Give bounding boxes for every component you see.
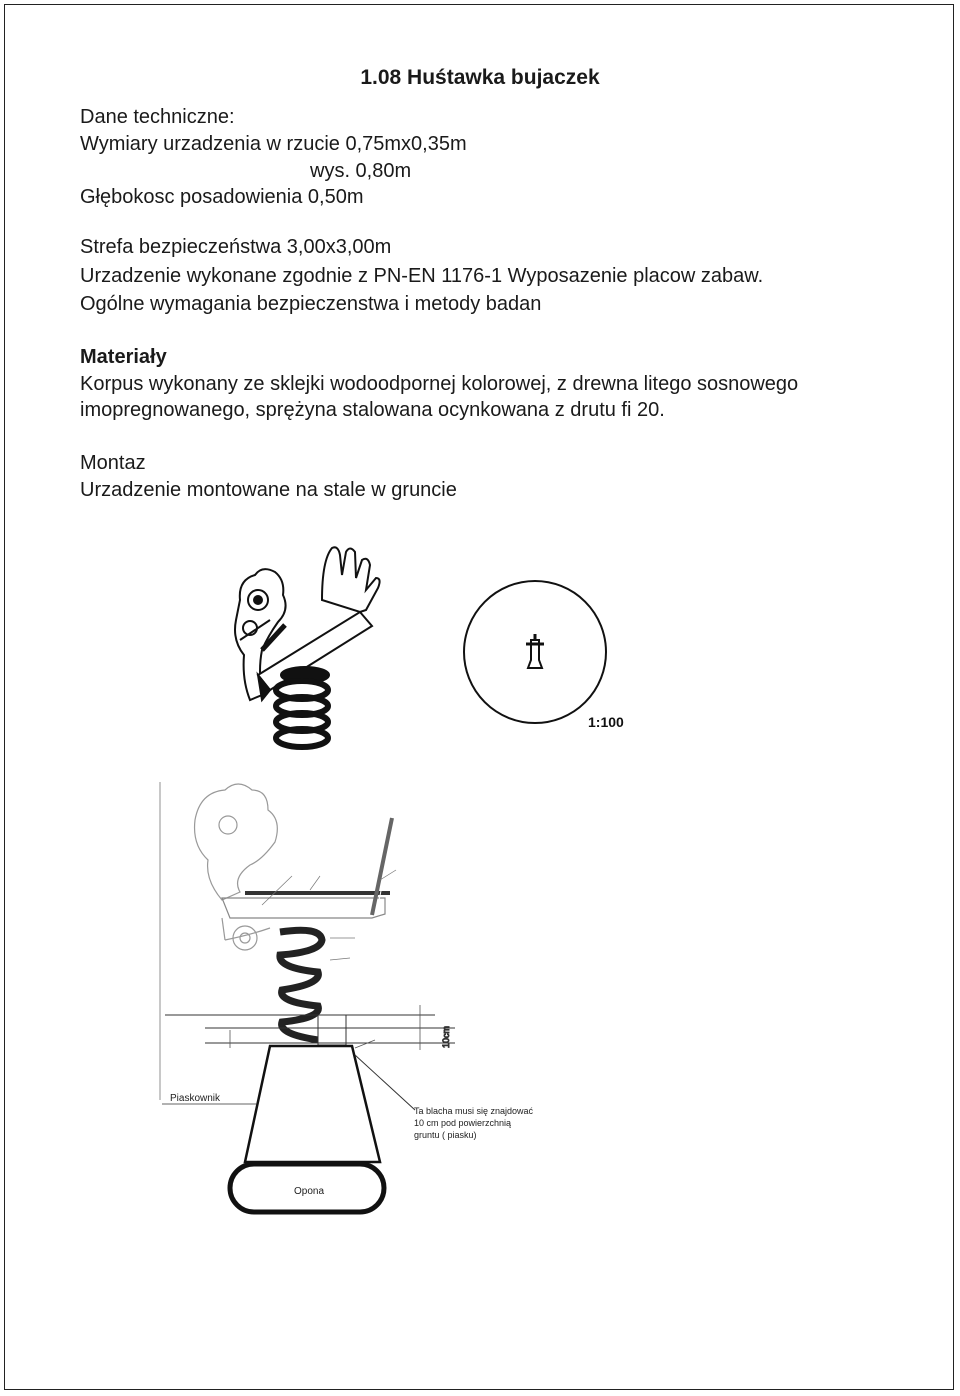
tech-heading: Dane techniczne: xyxy=(80,106,235,128)
depth-dimension: 10cm xyxy=(441,1025,451,1048)
section-drawing xyxy=(160,782,455,1212)
materials-line2: imopregnowanego, sprężyna stalowana ocynkowana z drutu fi 20. xyxy=(80,399,665,421)
note-line1: Ta blacha musi się znajdować xyxy=(414,1106,534,1116)
tech-safety-zone: Strefa bezpieczeństwa 3,00x3,00m xyxy=(80,236,392,258)
note-line3: gruntu ( piasku) xyxy=(414,1130,477,1140)
mount-text: Urzadzenie montowane na stale w gruncie xyxy=(80,479,457,501)
safety-zone-circle xyxy=(464,581,606,723)
tech-foundation-depth: Głębokosc posadowienia 0,50m xyxy=(80,186,364,208)
plan-scale-label: 1:100 xyxy=(588,714,624,730)
materials-line1: Korpus wykonany ze sklejki wodoodpornej kolorowej, z drewna litego sosnowego xyxy=(80,373,799,395)
tech-norm-line1: Urzadzenie wykonane zgodnie z PN-EN 1176-1 Wyposazenie placow zabaw. xyxy=(80,265,764,287)
materials-heading: Materiały xyxy=(80,346,167,368)
note-line2: 10 cm pod powierzchnią xyxy=(414,1118,512,1128)
rider-illustration xyxy=(235,547,380,747)
page-title: 1.08 Huśtawka bujaczek xyxy=(360,66,600,89)
tech-height: wys. 0,80m xyxy=(310,160,412,182)
mount-heading: Montaz xyxy=(80,452,146,474)
sand-label: Piaskownik xyxy=(170,1093,221,1104)
plan-view xyxy=(464,581,624,730)
tech-dimensions: Wymiary urzadzenia w rzucie 0,75mx0,35m xyxy=(80,133,467,155)
tire-label: Opona xyxy=(294,1186,325,1197)
tech-norm-line2: Ogólne wymagania bezpieczenstwa i metody badan xyxy=(80,293,542,315)
